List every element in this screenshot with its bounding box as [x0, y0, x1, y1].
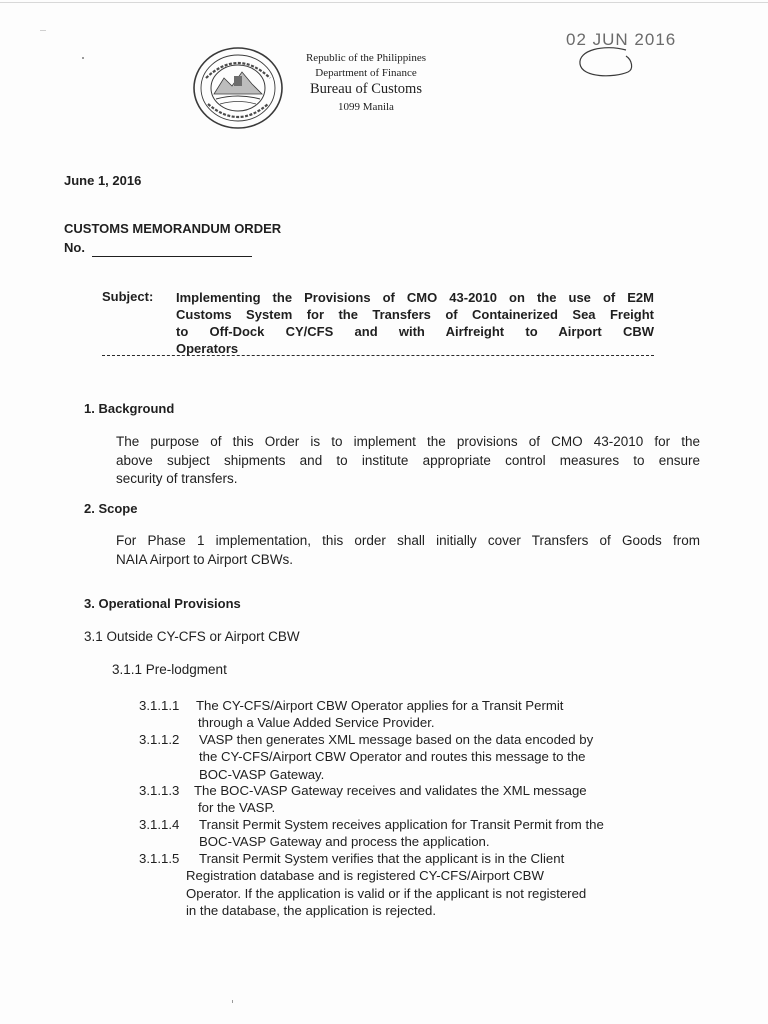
list-item	[139, 816, 699, 851]
item-line: the CY-CFS/Airport CBW Operator and routes this message to the	[199, 749, 586, 765]
scope-paragraph	[116, 532, 700, 569]
header-address: 1099 Manila	[338, 101, 394, 113]
subject-label: Subject:	[102, 289, 154, 304]
scan-speck	[232, 1000, 233, 1003]
scan-edge-line	[0, 2, 768, 3]
section-heading-background: 1. Background	[84, 401, 175, 416]
header-bureau: Bureau of Customs	[310, 81, 422, 97]
memo-title: CUSTOMS MEMORANDUM ORDER	[64, 221, 282, 236]
section-heading-operational: 3. Operational Provisions	[84, 596, 241, 611]
item-line: The CY-CFS/Airport CBW Operator applies for a Transit Permit	[196, 698, 564, 713]
scan-speck	[82, 57, 84, 59]
memo-date: June 1, 2016	[64, 173, 142, 188]
item-number: 3.1.1.1	[139, 698, 180, 713]
item-line: BOC-VASP Gateway and process the application.	[199, 834, 490, 850]
item-line: for the VASP.	[198, 800, 276, 816]
item-line: Transit Permit System receives application for Transit Permit from the	[199, 817, 604, 832]
item-number: 3.1.1.5	[139, 851, 180, 866]
item-line: VASP then generates XML message based on the data encoded by	[199, 732, 594, 747]
item-line: Transit Permit System verifies that the applicant is in the Client	[199, 851, 565, 866]
subject-line: to Off-Dock CY/CFS and with Airfreight to Airport CBW	[176, 324, 654, 339]
item-number: 3.1.1.3	[139, 783, 180, 798]
header-department: Department of Finance	[315, 67, 417, 79]
subject-line: Customs System for the Transfers of Containerized Sea Freight	[176, 307, 654, 322]
list-item	[139, 731, 699, 783]
paragraph-line: above subject shipments and to institute appropriate control measures to ensure	[116, 452, 700, 468]
subject-line: Operators	[176, 341, 239, 356]
paragraph-line: NAIA Airport to Airport CBWs.	[116, 551, 294, 567]
item-line: Registration database and is registered CY-CFS/Airport CBW	[186, 868, 544, 884]
list-item	[139, 850, 699, 919]
received-stamp-date: 02 JUN 2016	[566, 30, 677, 49]
stamp-mark	[564, 36, 648, 82]
subject-text	[176, 289, 654, 357]
header-republic: Republic of the Philippines	[305, 52, 427, 64]
item-line: through a Value Added Service Provider.	[198, 715, 435, 731]
paragraph-line: For Phase 1 implementation, this order shall initially cover Transfers of Goods from	[116, 533, 700, 548]
item-line: in the database, the application is rejected.	[186, 902, 436, 918]
item-number: 3.1.1.2	[139, 732, 180, 747]
subject-line: Implementing the Provisions of CMO 43-2010 on the use of E2M	[176, 290, 654, 305]
list-item	[139, 697, 699, 732]
subsection-heading-3-1: 3.1 Outside CY-CFS or Airport CBW	[84, 629, 300, 644]
scan-speck	[40, 30, 46, 31]
section-heading-scope: 2. Scope	[84, 501, 138, 516]
background-paragraph	[116, 433, 700, 489]
list-item	[139, 782, 699, 817]
memo-number-label: No.	[64, 240, 85, 255]
paragraph-line: security of transfers.	[116, 471, 238, 486]
item-line: The BOC-VASP Gateway receives and validates the XML message	[194, 783, 587, 798]
subsection-heading-3-1-1: 3.1.1 Pre-lodgment	[112, 662, 227, 677]
item-number: 3.1.1.4	[139, 817, 180, 832]
item-line: Operator. If the application is valid or if the applicant is not registered	[186, 885, 587, 901]
memo-number-blank	[92, 256, 252, 257]
item-line: BOC-VASP Gateway.	[199, 766, 325, 782]
subject-divider	[102, 355, 654, 356]
paragraph-line: The purpose of this Order is to implement the provisions of CMO 43-2010 for the	[116, 434, 700, 449]
